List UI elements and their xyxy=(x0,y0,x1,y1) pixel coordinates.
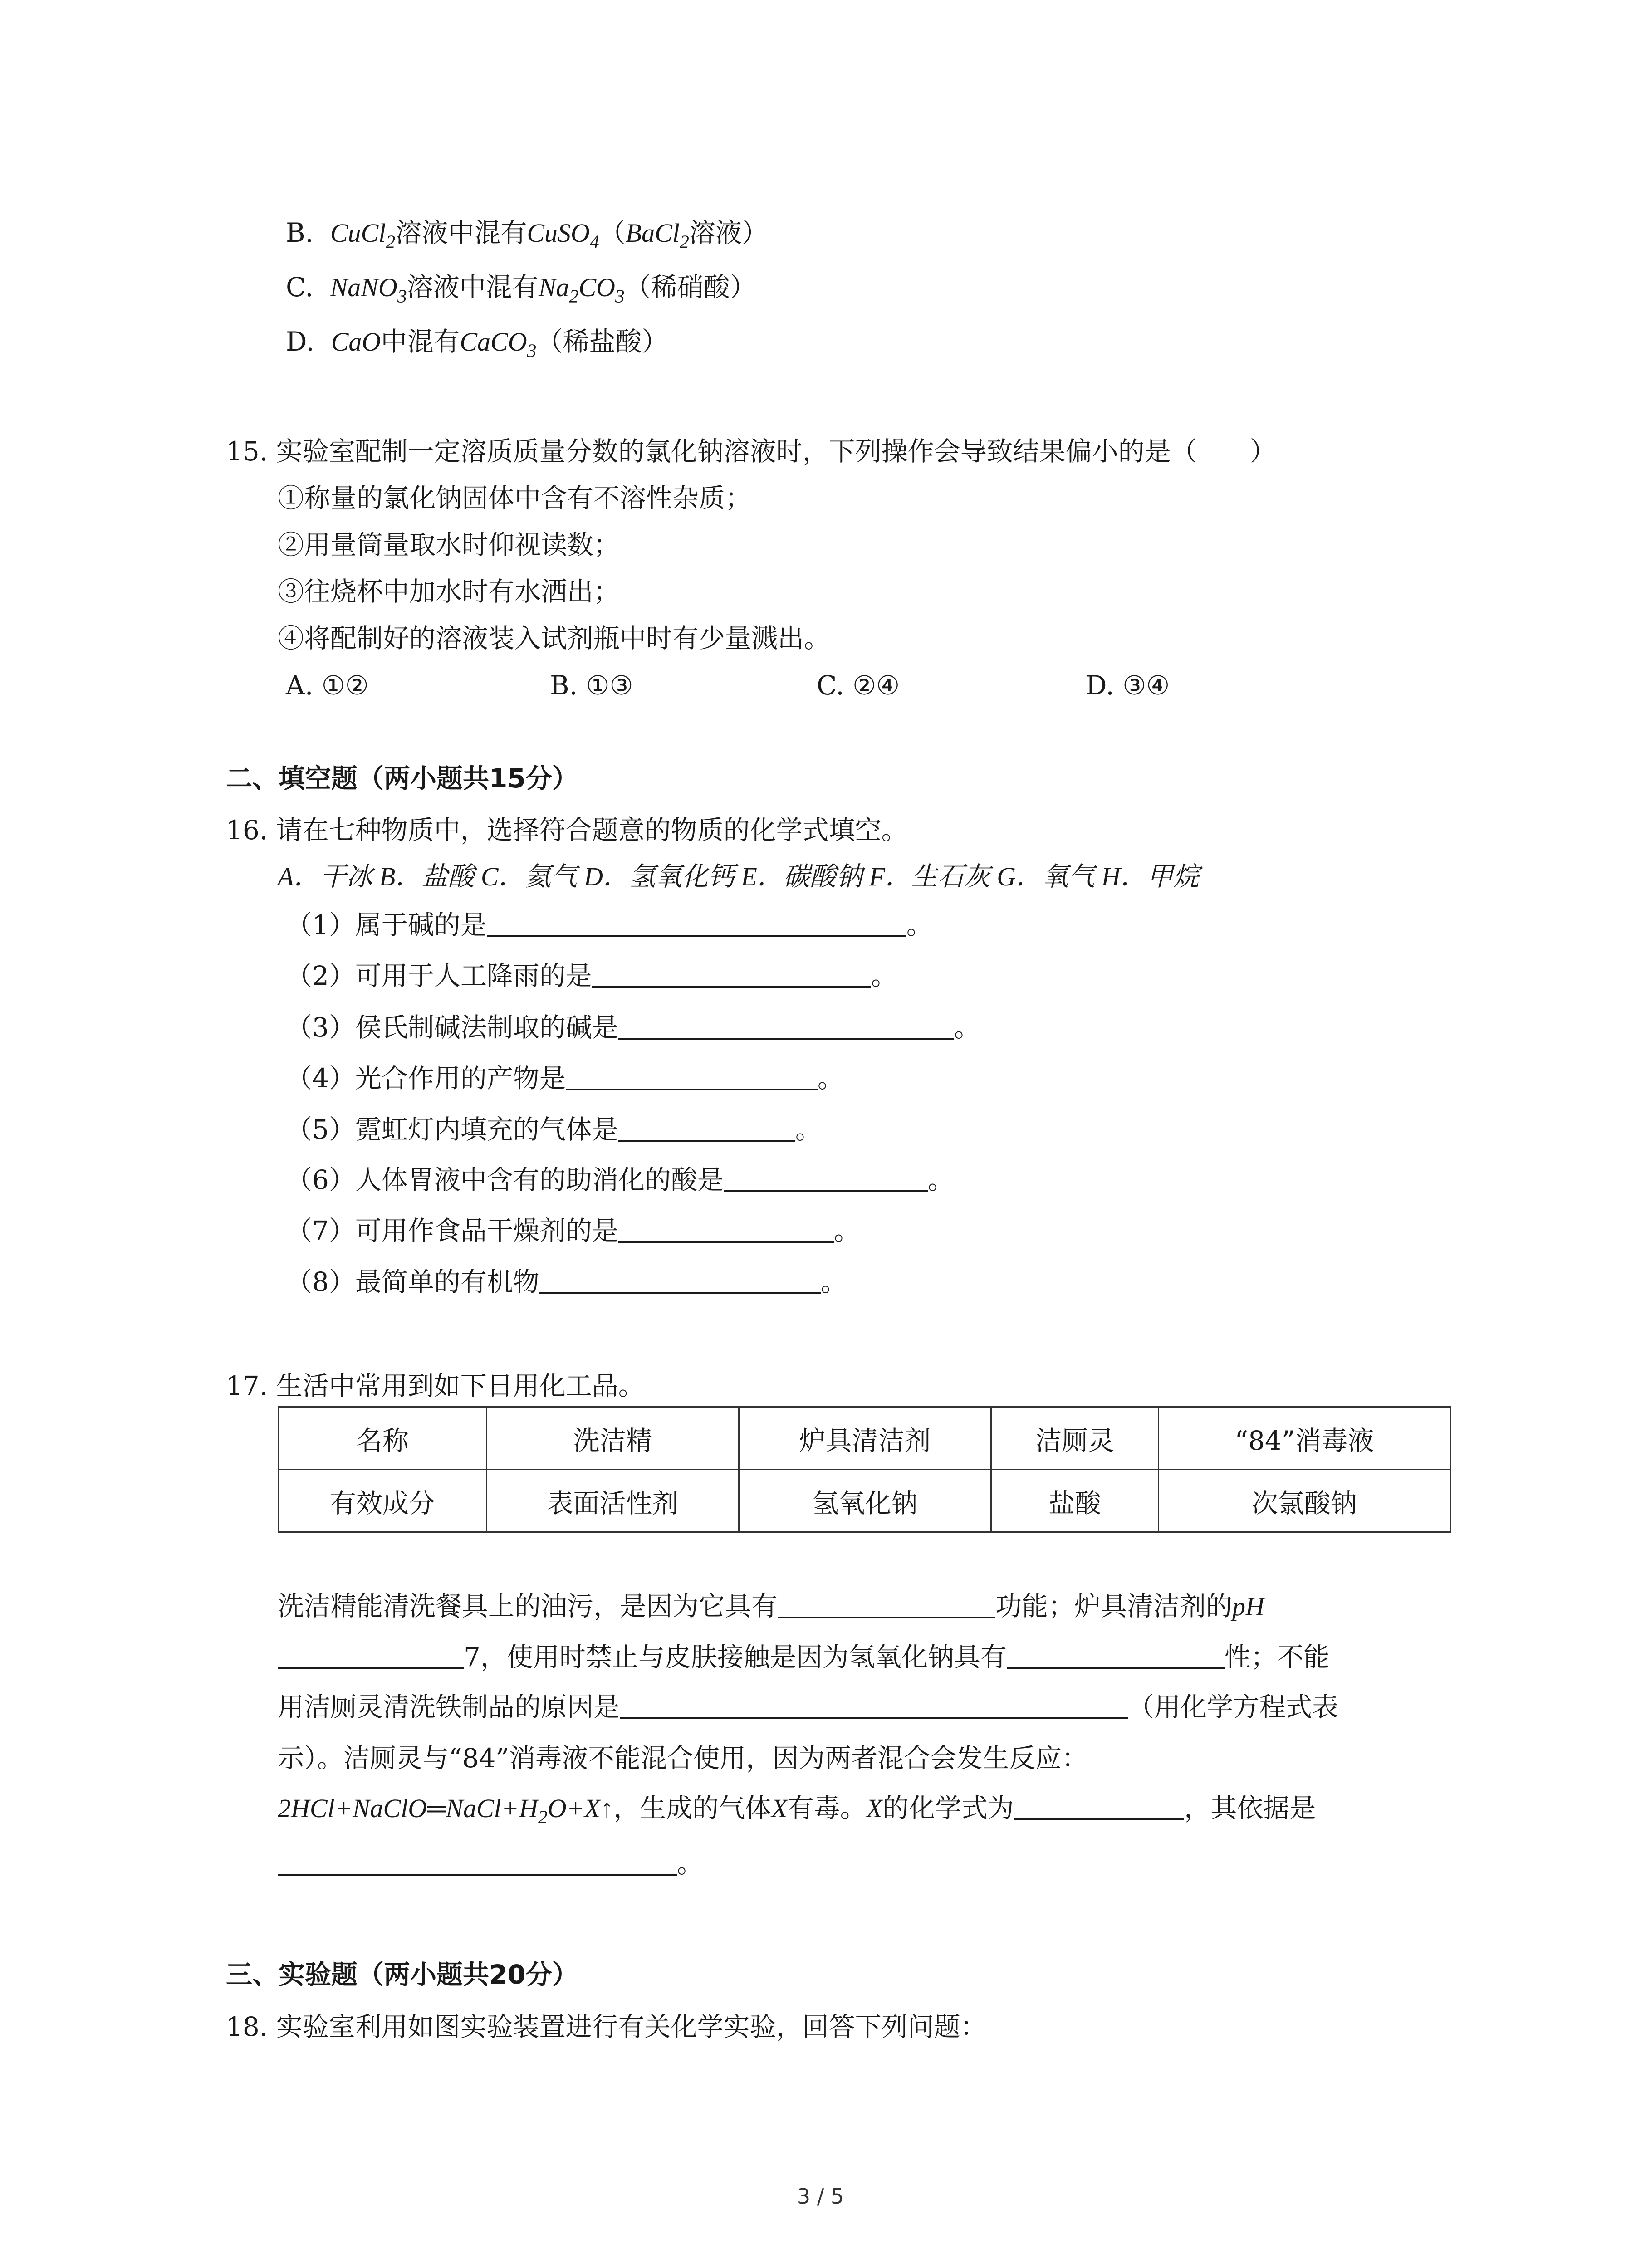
q15-item-1: ①称量的氯化钠固体中含有不溶性杂质； xyxy=(278,483,752,513)
answer-blank[interactable] xyxy=(620,1692,1128,1719)
answer-blank[interactable] xyxy=(1014,1794,1184,1820)
q17-para-line-4: 示）。洁厕灵与“84”消毒液不能混合使用，因为两者混合会发生反应： xyxy=(278,1743,1088,1774)
table-cell: “84”消毒液 xyxy=(1159,1407,1450,1470)
answer-blank[interactable] xyxy=(487,910,906,937)
answer-blank[interactable] xyxy=(618,1216,834,1243)
q18-stem: 18. 实验室利用如图实验装置进行有关化学实验，回答下列问题： xyxy=(226,2011,987,2042)
q16-choices: A．干冰 B．盐酸 C．氦气 D．氢氧化钙 E．碳酸钠 F．生石灰 G．氧气 H．甲烷 xyxy=(278,862,1200,891)
page-number: 3 / 5 xyxy=(797,2184,844,2209)
table-row xyxy=(279,1407,1450,1470)
q16-item-8: （8）最简单的有机物 。 xyxy=(286,1266,847,1297)
q16-item-5: （5）霓虹灯内填充的气体是 。 xyxy=(286,1114,822,1145)
q16-item-3: （3）侯氏制碱法制取的碱是 。 xyxy=(286,1012,980,1043)
table-cell: 盐酸 xyxy=(991,1470,1159,1532)
q17-para-line-1: 洗洁精能清洗餐具上的油污，是因为它具有 功能；炉具清洁剂的pH xyxy=(278,1591,1264,1622)
q17-para-line-2: 7，使用时禁止与皮肤接触是因为氢氧化钠具有 性；不能 xyxy=(278,1642,1330,1672)
q15-option-d: D. ③④ xyxy=(1086,670,1170,701)
answer-blank[interactable] xyxy=(539,1267,821,1294)
q15-option-b: B. ①③ xyxy=(550,670,633,701)
product-table xyxy=(278,1406,1451,1533)
q16-item-2: （2）可用于人工降雨的是 。 xyxy=(286,960,897,991)
table-row xyxy=(279,1470,1450,1532)
q16-stem: 16. 请在七种物质中，选择符合题意的物质的化学式填空。 xyxy=(226,815,908,846)
answer-blank[interactable] xyxy=(618,1115,795,1142)
answer-blank[interactable] xyxy=(278,1642,464,1669)
answer-blank[interactable] xyxy=(278,1849,677,1876)
section-3-title: 三、实验题（两小题共20分） xyxy=(226,1959,578,1990)
q17-para-line-6: 。 xyxy=(278,1848,703,1879)
table-cell: 次氯酸钠 xyxy=(1159,1470,1450,1532)
q14-option-b: B. CuCl$_2$溶液中混有CuSO$_4$（BaCl$_2$溶液） xyxy=(286,217,768,253)
section-2-title: 二、填空题（两小题共15分） xyxy=(226,763,578,794)
table-cell: 表面活性剂 xyxy=(487,1470,739,1532)
q16-item-7: （7）可用作食品干燥剂的是 。 xyxy=(286,1215,860,1246)
answer-blank[interactable] xyxy=(618,1013,954,1040)
q15-item-4: ④将配制好的溶液装入试剂瓶中时有少量溅出。 xyxy=(278,623,831,654)
q16-item-4: （4）光合作用的产物是 。 xyxy=(286,1063,844,1094)
q17-para-line-5: $2HCl+NaClO═NaCl+H_2O+X↑$，生成的气体X有毒。X的化学式为 ，其依据是 xyxy=(278,1793,1316,1828)
answer-blank[interactable] xyxy=(778,1592,995,1618)
q17-stem: 17. 生活中常用到如下日用化工品。 xyxy=(226,1370,645,1401)
answer-blank[interactable] xyxy=(566,1064,818,1090)
q14-option-d: D. CaO中混有CaCO$_3$（稀盐酸） xyxy=(286,326,668,362)
q14-option-c: C. NaNO$_3$溶液中混有$Na_2CO_3$（稀硝酸） xyxy=(286,272,756,307)
table-cell: 有效成分 xyxy=(279,1470,487,1532)
answer-blank[interactable] xyxy=(724,1165,928,1192)
q15-item-3: ③往烧杯中加水时有水洒出； xyxy=(278,576,620,607)
answer-blank[interactable] xyxy=(592,961,871,988)
table-cell: 洁厕灵 xyxy=(991,1407,1159,1470)
table-cell: 名称 xyxy=(279,1407,487,1470)
table-cell: 炉具清洁剂 xyxy=(739,1407,991,1470)
table-cell: 氢氧化钠 xyxy=(739,1470,991,1532)
q16-item-1: （1）属于碱的是 。 xyxy=(286,909,933,940)
q15-item-2: ②用量筒量取水时仰视读数； xyxy=(278,529,620,560)
table-cell: 洗洁精 xyxy=(487,1407,739,1470)
q15-option-a: A. ①② xyxy=(286,670,369,701)
answer-blank[interactable] xyxy=(1007,1642,1225,1669)
q15-stem: 15. 实验室配制一定溶质质量分数的氯化钠溶液时，下列操作会导致结果偏小的是（ ） xyxy=(226,436,1276,467)
q15-option-c: C. ②④ xyxy=(817,670,900,701)
q17-para-line-3: 用洁厕灵清洗铁制品的原因是 （用化学方程式表 xyxy=(278,1691,1339,1722)
q16-item-6: （6）人体胃液中含有的助消化的酸是 。 xyxy=(286,1164,954,1195)
